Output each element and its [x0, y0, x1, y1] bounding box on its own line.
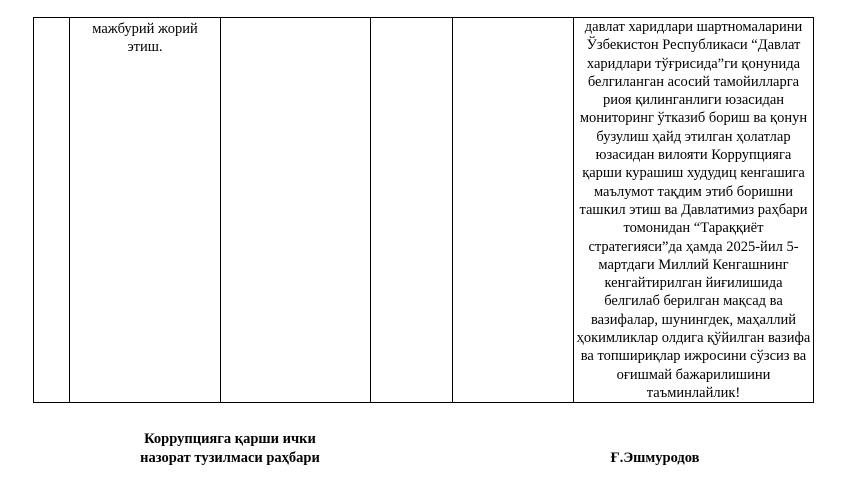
signature-name: Ғ.Эшмуродов: [610, 450, 700, 466]
table-cell-empty-5: [453, 18, 574, 403]
signature-title-line1: Коррупцияга қарши ички: [144, 431, 316, 447]
signature-title-line2: назорат тузилмаси раҳбари: [140, 450, 320, 466]
table-cell-empty-3: [221, 18, 371, 403]
table-cell-empty-4: [371, 18, 453, 403]
table-cell-description: [574, 18, 814, 403]
cell-measure-text: мажбурий жорий этиш.: [92, 21, 198, 56]
table-cell-number: [34, 18, 70, 403]
cell-description-text: давлат харидлари шартномаларини Ўзбекистон Республикаси “Давлат харидлари тўғрисида”ги қонунида белгиланган асосий тамойилларга риоя қилинганлиги юзасидан мониторинг ўтказиб бориш ва қонун бузулиш ҳайд этилган ҳолатлар юзасидан вилояти Коррупцияга қарши курашиш худудиц кенгашига маълумот тақдим этиб боришни ташкил этиш ва Давлатимиз раҳбари томонидан “Тараққиёт стратегияси”да ҳамда 2025-йил 5-мартдаги Миллий Кенгашнинг кенгайтирилган йиғилишида белгилаб берилган мақсад ва вазифалар, шунингдек, маҳаллий ҳокимликлар олдига қўйилган вазифа ва топшириқлар ижросини сўзсиз ва оғишмай бажарилишини таъминлайлик!: [576, 19, 811, 401]
table-cell-measure: [70, 18, 221, 403]
document-table: [33, 17, 814, 403]
table-row: [34, 18, 814, 403]
signature-title: [100, 430, 360, 468]
